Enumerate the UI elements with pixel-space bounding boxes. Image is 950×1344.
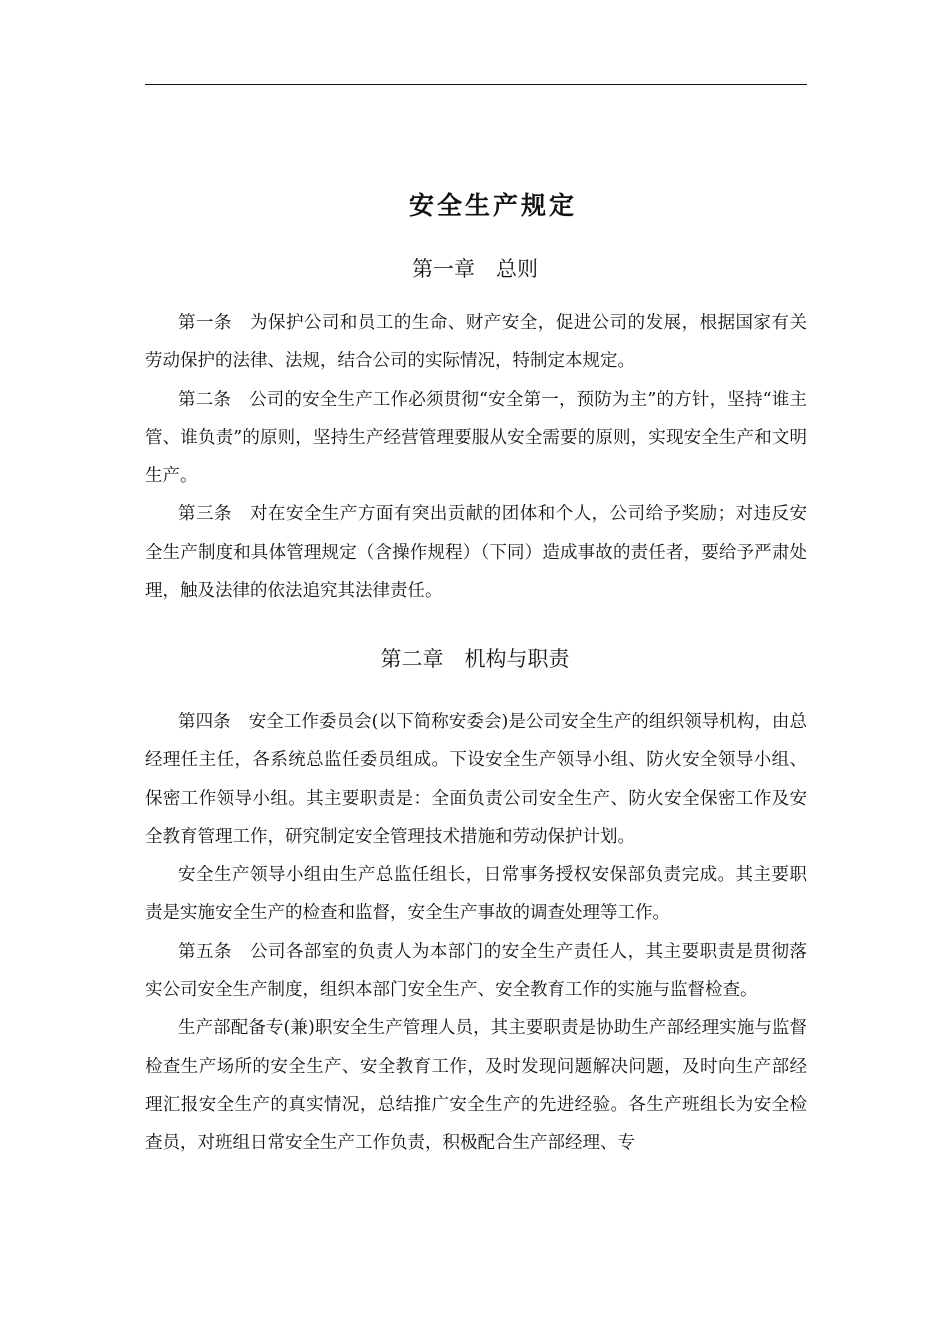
article-3 bbox=[145, 495, 807, 610]
article-number: 第三条 bbox=[178, 504, 232, 525]
article-4 bbox=[145, 703, 807, 856]
article-text: 为保护公司和员工的生命、财产安全，促进公司的发展，根据国家有关劳动保护的法律、法规，结合公司的实际情况，特制定本规定。 bbox=[145, 313, 808, 372]
chapter-1-body bbox=[145, 304, 807, 610]
article-number: 第四条 bbox=[178, 712, 231, 732]
chapter-heading-1: 第一章 总则 bbox=[412, 257, 538, 281]
article-number: 第一条 bbox=[178, 313, 232, 333]
header-rule bbox=[145, 84, 807, 85]
article-text: 安全工作委员会(以下简称安委会)是公司安全生产的组织领导机构，由总经理任主任，各系统总监任委员组成。下设安全生产领导小组、防火安全领导小组、保密工作领导小组。其主要职责是：全面负责公司安全生产、防火安全保密工作及安全教育管理工作，研究制定安全管理技术措施和劳动保护计划。 bbox=[145, 712, 807, 847]
article-number: 第二条 bbox=[178, 389, 232, 410]
article-1 bbox=[145, 304, 807, 381]
article-5-paragraph-2 bbox=[145, 1009, 807, 1162]
article-text: 公司的安全生产工作必须贯彻“安全第一，预防为主”的方针，坚持“谁主管、谁负责”的原则，坚持生产经营管理要服从安全需要的原则，实现安全生产和文明生产。 bbox=[145, 389, 808, 487]
paragraph-text: 生产部配备专(兼)职安全生产管理人员，其主要职责是协助生产部经理实施与监督检查生产场所的安全生产、安全教育工作，及时发现问题解决问题，及时向生产部经理汇报安全生产的真实情况，总结推广安全生产的先进经验。各生产班组长为安全检查员，对班组日常安全生产工作负责，积极配合生产部经理、专 bbox=[145, 1018, 807, 1154]
article-text: 对在安全生产方面有突出贡献的团体和个人，公司给予奖励；对违反安全生产制度和具体管理规定（含操作规程）（下同）造成事故的责任者，要给予严肃处理，触及法律的依法追究其法律责任。 bbox=[145, 504, 808, 602]
article-2 bbox=[145, 381, 807, 496]
document-title: 安全生产规定 bbox=[408, 191, 577, 220]
paragraph-text: 安全生产领导小组由生产总监任组长，日常事务授权安保部负责完成。其主要职责是实施安全生产的检查和监督，安全生产事故的调查处理等工作。 bbox=[145, 865, 807, 924]
article-text: 公司各部室的负责人为本部门的安全生产责任人，其主要职责是贯彻落实公司安全生产制度，组织本部门安全生产、安全教育工作的实施与监督检查。 bbox=[145, 941, 808, 1001]
article-number: 第五条 bbox=[178, 941, 232, 962]
chapter-heading-2: 第二章 机构与职责 bbox=[380, 647, 570, 671]
chapter-2-body bbox=[145, 703, 807, 1163]
article-5 bbox=[145, 933, 807, 1010]
article-4-paragraph-2 bbox=[145, 856, 807, 933]
